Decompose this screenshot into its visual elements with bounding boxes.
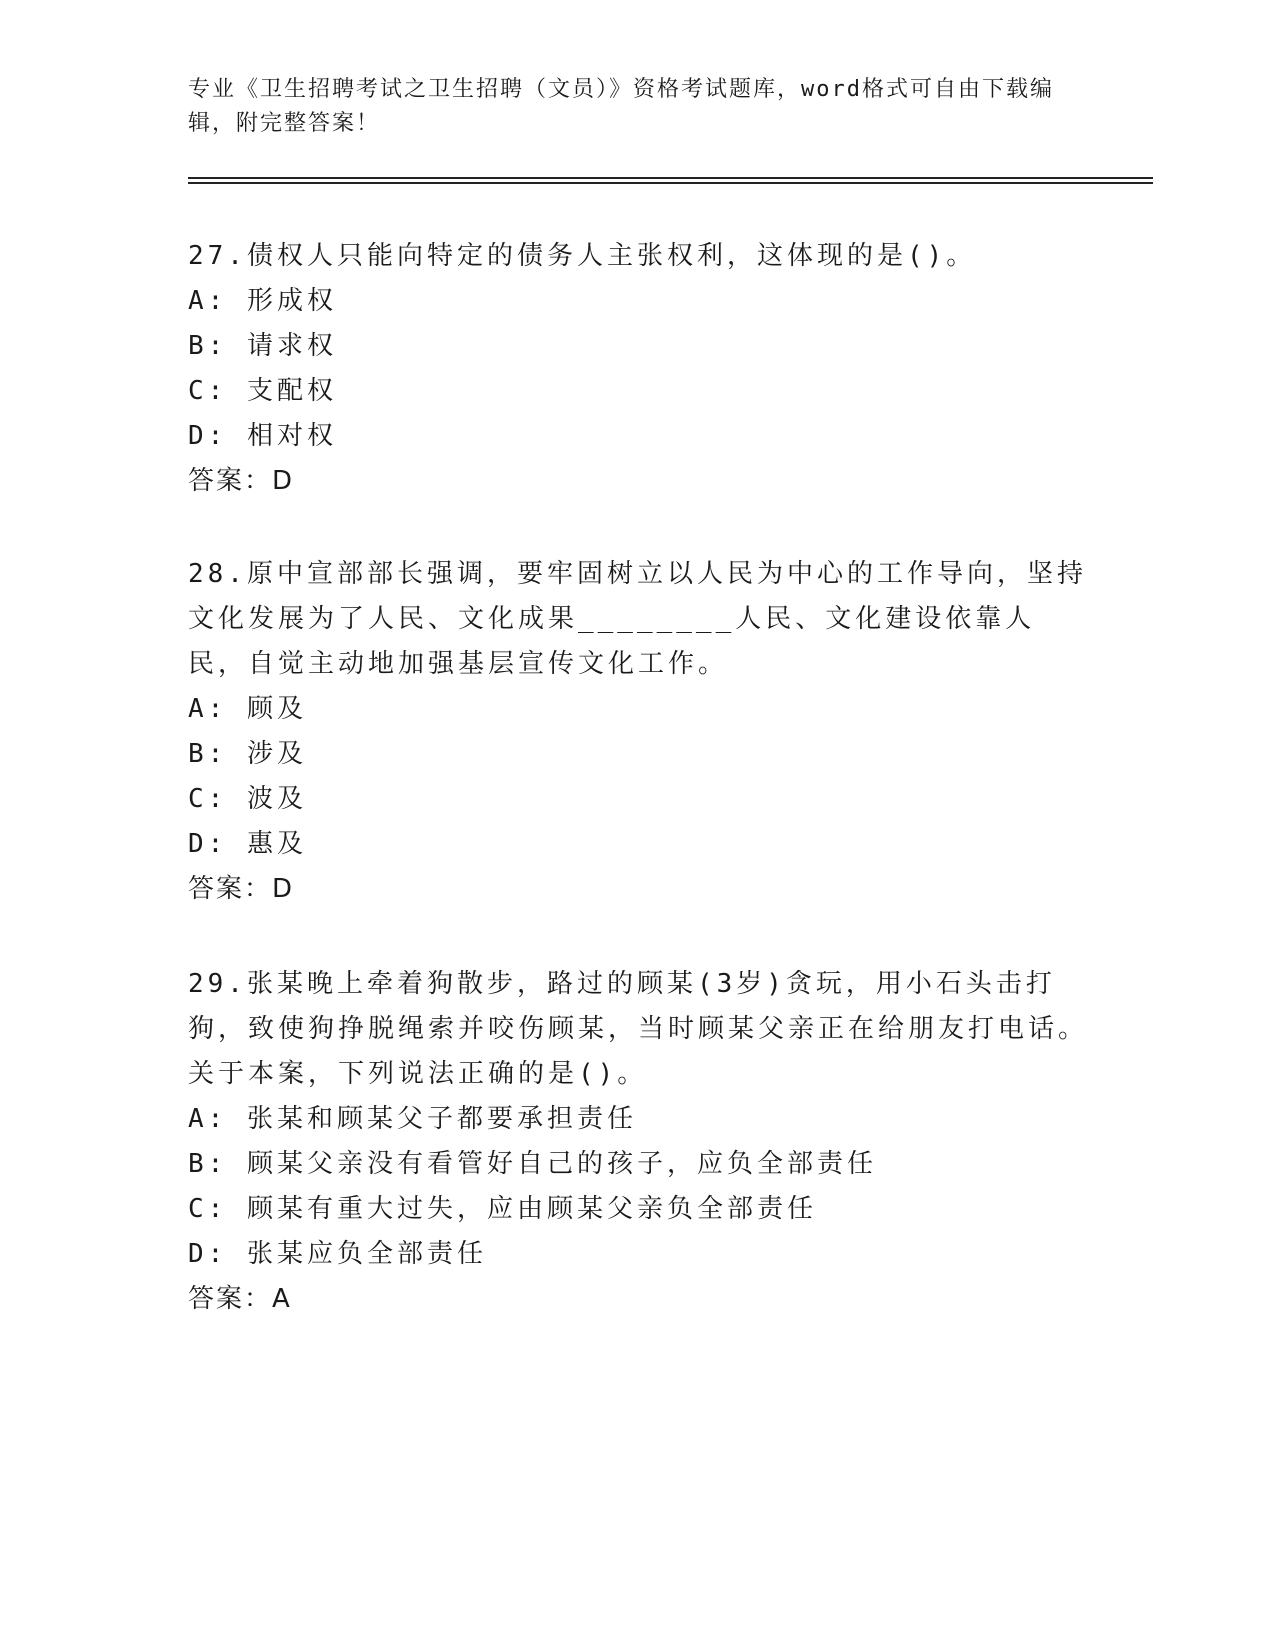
option-b: B: 涉及 bbox=[188, 739, 307, 769]
option-d: D: 张某应负全部责任 bbox=[188, 1239, 487, 1269]
question-27 bbox=[188, 234, 1088, 504]
option-b: B: 请求权 bbox=[188, 331, 337, 361]
option-d: D: 相对权 bbox=[188, 421, 337, 451]
question-stem: 29.张某晚上牵着狗散步，路过的顾某(3岁)贪玩，用小石头击打狗，致使狗挣脱绳索并咬伤顾某，当时顾某父亲正在给朋友打电话。关于本案，下列说法正确的是()。 bbox=[188, 969, 1089, 1089]
option-a: A: 张某和顾某父子都要承担责任 bbox=[188, 1104, 637, 1134]
answer: 答案：A bbox=[188, 1284, 292, 1314]
option-a: A: 形成权 bbox=[188, 286, 337, 316]
header-divider-top bbox=[188, 177, 1153, 179]
question-stem: 28.原中宣部部长强调，要牢固树立以人民为中心的工作导向，坚持文化发展为了人民、文化成果________人民、文化建设依靠人民，自觉主动地加强基层宣传文化工作。 bbox=[188, 559, 1087, 679]
document-header-text: 专业《卫生招聘考试之卫生招聘（文员）》资格考试题库，word格式可自由下载编辑，附完整答案！ bbox=[188, 77, 1054, 136]
option-c: C: 支配权 bbox=[188, 376, 337, 406]
option-c: C: 波及 bbox=[188, 784, 307, 814]
option-c: C: 顾某有重大过失，应由顾某父亲负全部责任 bbox=[188, 1194, 817, 1224]
answer: 答案：D bbox=[188, 874, 295, 904]
option-d: D: 惠及 bbox=[188, 829, 307, 859]
header-divider-bottom bbox=[188, 182, 1153, 184]
question-stem: 27.债权人只能向特定的债务人主张权利，这体现的是()。 bbox=[188, 241, 977, 271]
option-a: A: 顾及 bbox=[188, 694, 307, 724]
question-29 bbox=[188, 962, 1088, 1322]
answer: 答案：D bbox=[188, 466, 295, 496]
question-28 bbox=[188, 552, 1088, 912]
option-b: B: 顾某父亲没有看管好自己的孩子，应负全部责任 bbox=[188, 1149, 877, 1179]
